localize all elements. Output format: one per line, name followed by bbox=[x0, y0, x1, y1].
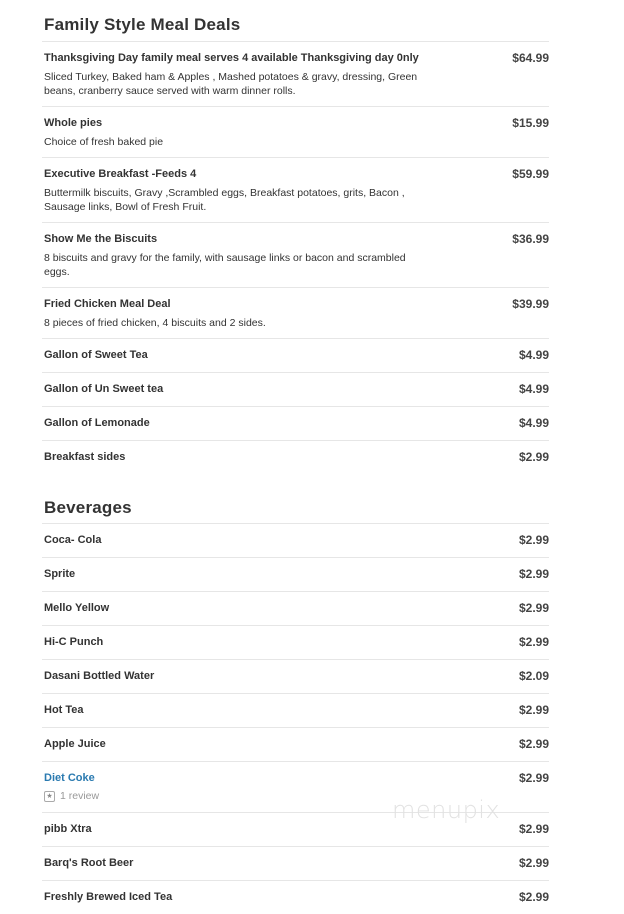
item-price: $4.99 bbox=[518, 382, 549, 396]
item-name: Show Me the Biscuits bbox=[44, 233, 158, 245]
menu-item bbox=[42, 338, 549, 372]
item-price: $4.99 bbox=[518, 348, 549, 362]
item-price: $2.99 bbox=[518, 771, 549, 785]
item-name: Thanksgiving Day family meal serves 4 available Thanksgiving day 0nly bbox=[44, 52, 419, 64]
item-name: Apple Juice bbox=[44, 738, 106, 750]
item-name: Gallon of Sweet Tea bbox=[44, 349, 148, 361]
menu-item bbox=[42, 659, 549, 693]
section-title-family-style: Family Style Meal Deals bbox=[44, 15, 241, 34]
item-name: Whole pies bbox=[44, 117, 103, 129]
item-price: $2.99 bbox=[518, 856, 549, 870]
item-name: Fried Chicken Meal Deal bbox=[44, 298, 171, 310]
item-price: $2.99 bbox=[518, 450, 549, 464]
item-price: $2.99 bbox=[518, 601, 549, 615]
item-name: Hi-C Punch bbox=[44, 636, 104, 648]
item-description: Choice of fresh baked pie bbox=[44, 136, 164, 148]
item-name: pibb Xtra bbox=[44, 823, 92, 835]
item-description: 8 pieces of fried chicken, 4 biscuits and 2 sides. bbox=[44, 317, 266, 329]
menu-item bbox=[42, 557, 549, 591]
item-name: Gallon of Un Sweet tea bbox=[44, 383, 164, 395]
watermark-logo: menupix bbox=[392, 796, 501, 824]
menu-item bbox=[42, 287, 549, 338]
menu-item bbox=[42, 157, 549, 222]
star-box-icon: ★ bbox=[44, 791, 55, 802]
item-name: Executive Breakfast -Feeds 4 bbox=[44, 168, 197, 180]
menu-item bbox=[42, 846, 549, 880]
item-description: Sliced Turkey, Baked ham & Apples , Mashed potatoes & gravy, dressing, Green beans, cranberry sauce served with warm dinner rolls. bbox=[44, 71, 418, 97]
menu bbox=[44, 0, 549, 914]
item-name: Hot Tea bbox=[44, 704, 84, 716]
item-name: Freshly Brewed Iced Tea bbox=[44, 891, 173, 903]
item-name: Coca- Cola bbox=[44, 534, 102, 546]
review-count: 1 review bbox=[60, 790, 100, 802]
menu-item bbox=[42, 440, 549, 474]
item-price: $2.99 bbox=[518, 567, 549, 581]
item-price: $2.99 bbox=[518, 635, 549, 649]
item-price: $2.99 bbox=[518, 890, 549, 904]
item-price: $2.99 bbox=[518, 737, 549, 751]
item-price: $15.99 bbox=[512, 116, 549, 130]
item-price: $2.09 bbox=[518, 669, 549, 683]
item-name: Sprite bbox=[44, 568, 76, 580]
menu-item bbox=[42, 523, 549, 557]
item-name: Mello Yellow bbox=[44, 602, 110, 614]
item-name: Dasani Bottled Water bbox=[44, 670, 155, 682]
item-name: Gallon of Lemonade bbox=[44, 417, 150, 429]
menu-item bbox=[42, 591, 549, 625]
menu-item bbox=[42, 406, 549, 440]
item-name: Barq's Root Beer bbox=[44, 857, 134, 869]
item-price: $64.99 bbox=[512, 51, 549, 65]
item-price: $4.99 bbox=[518, 416, 549, 430]
menu-item bbox=[42, 222, 549, 287]
item-price: $2.99 bbox=[518, 822, 549, 836]
section-title-beverages: Beverages bbox=[44, 498, 132, 517]
item-price: $36.99 bbox=[512, 232, 549, 246]
item-name-link[interactable]: Diet Coke bbox=[44, 772, 95, 784]
item-name: Breakfast sides bbox=[44, 451, 126, 463]
item-price: $39.99 bbox=[512, 297, 549, 311]
item-price: $2.99 bbox=[518, 533, 549, 547]
item-price: $2.99 bbox=[518, 703, 549, 717]
menu-item bbox=[42, 41, 549, 106]
item-description: Buttermilk biscuits, Gravy ,Scrambled eggs, Breakfast potatoes, grits, Bacon , Sausage links, Bowl of Fresh Fruit. bbox=[44, 187, 405, 213]
item-price: $59.99 bbox=[512, 167, 549, 181]
menu-item bbox=[42, 372, 549, 406]
item-description: 8 biscuits and gravy for the family, with sausage links or bacon and scrambled eggs. bbox=[44, 252, 406, 278]
menu-item bbox=[42, 727, 549, 761]
menu-item bbox=[42, 880, 549, 914]
menu-item bbox=[42, 693, 549, 727]
menu-item bbox=[42, 106, 549, 157]
menu-item bbox=[42, 625, 549, 659]
